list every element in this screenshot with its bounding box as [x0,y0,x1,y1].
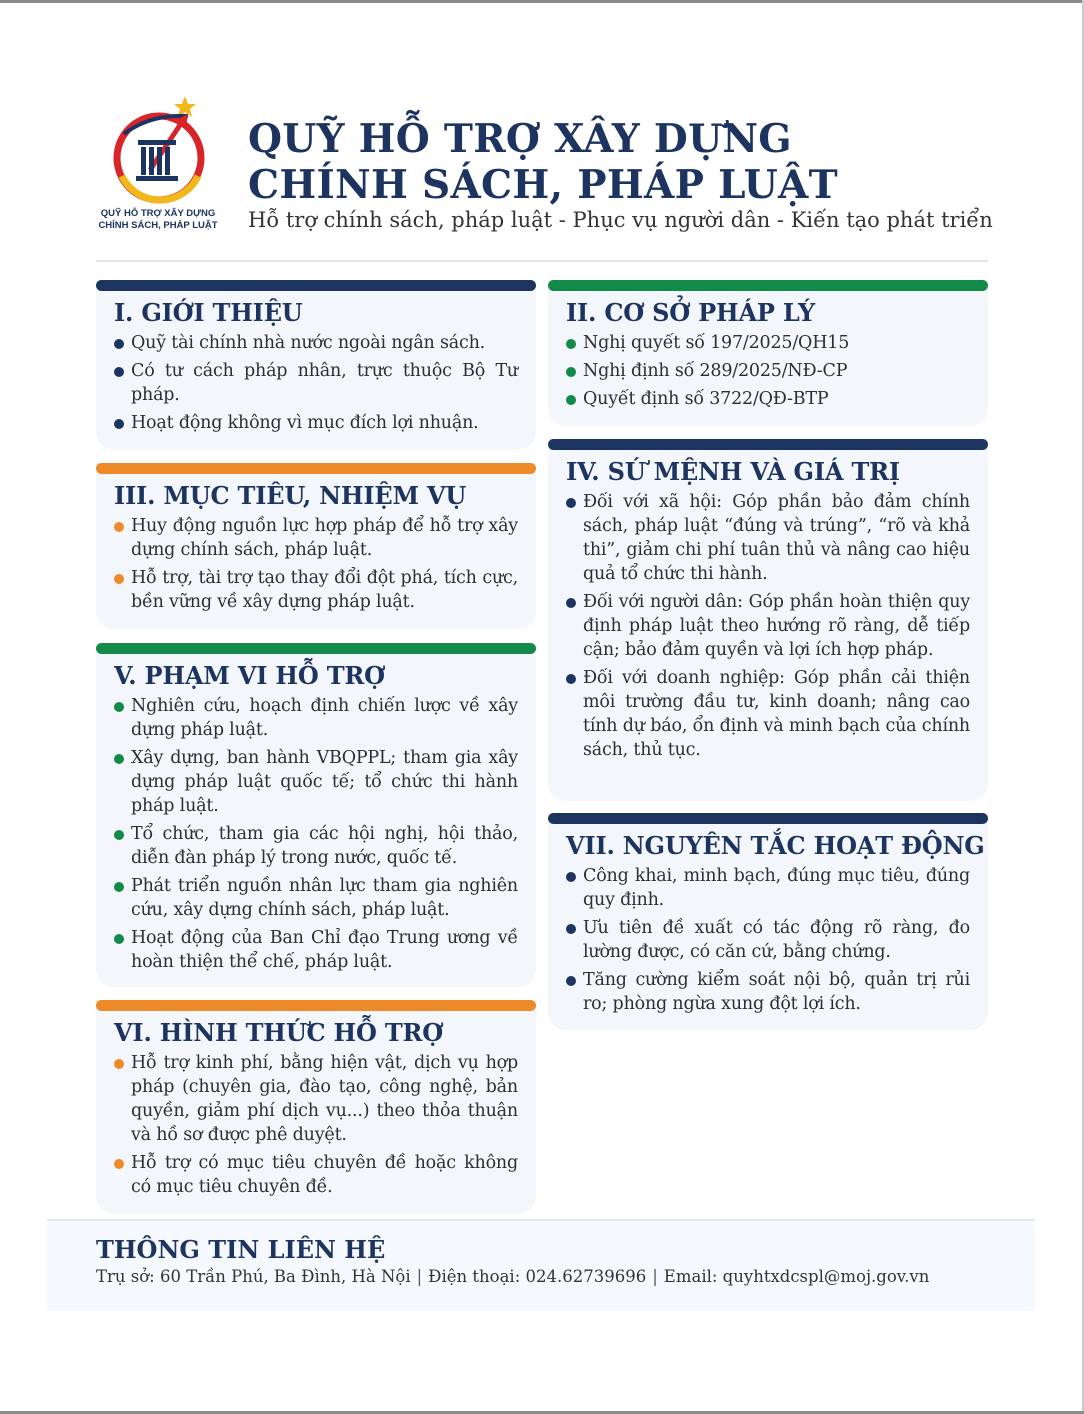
list-item-text: Công khai, minh bạch, đúng mục tiêu, đúng quy định. [583,866,970,910]
bullet-icon [114,754,124,764]
list-item [114,566,518,614]
bullet-icon [114,367,124,377]
list-item-text: Phát triển nguồn nhân lực tham gia nghiên cứu, xây dựng chính sách, pháp luật. [131,876,518,920]
list-item-text: Hoạt động không vì mục đích lợi nhuận. [131,413,479,433]
list-item [114,746,518,818]
contact-section [47,1219,1035,1311]
list-item [114,411,518,435]
logo-caption-line1: QUỸ HỖ TRỢ XÂY DỰNG [100,208,216,219]
section-forms-title: VI. HÌNH THỨC HỖ TRỢ [114,1018,444,1047]
section-bar [548,280,988,291]
logo-caption [96,208,220,232]
section-legal-card [548,280,988,426]
section-legal-list [566,331,970,415]
contact-address: Trụ sở: 60 Trần Phú, Ba Đình, Hà Nội [96,1267,411,1286]
bullet-icon [114,702,124,712]
list-item-text: Quỹ tài chính nhà nước ngoài ngân sách. [131,333,486,353]
bullet-icon [114,339,124,349]
fund-logo [96,92,220,240]
slogan: Hỗ trợ chính sách, pháp luật - Phục vụ người dân - Kiến tạo phát triển [248,208,993,232]
section-forms-list [114,1051,518,1203]
list-item [566,490,970,586]
list-item [114,822,518,870]
bullet-icon [566,598,576,608]
contact-email[interactable]: Email: quyhtxdcspl@moj.gov.vn [663,1267,930,1286]
list-item [114,1151,518,1199]
list-item-text: Hoạt động của Ban Chỉ đạo Trung ương về hoàn thiện thể chế, pháp luật. [131,928,518,972]
section-bar [96,463,536,474]
section-scope-list [114,694,518,978]
section-goals-card [96,463,536,629]
bullet-icon [114,574,124,584]
contact-separator: | [652,1267,658,1286]
page-title [248,116,838,208]
list-item [566,359,970,383]
contact-separator: | [416,1267,423,1286]
section-intro-card [96,280,536,450]
list-item [566,387,970,411]
list-item-text: Nghị quyết số 197/2025/QH15 [583,333,850,353]
list-item-text: Hỗ trợ, tài trợ tạo thay đổi đột phá, tích cực, bền vững về xây dựng pháp luật. [131,568,518,612]
section-scope-card [96,643,536,987]
list-item [114,1051,518,1147]
bullet-icon [566,498,576,508]
bullet-icon [566,872,576,882]
list-item [566,590,970,662]
bullet-icon [566,339,576,349]
list-item-text: Quyết định số 3722/QĐ-BTP [583,389,829,409]
list-item-text: Ưu tiên đề xuất có tác động rõ ràng, đo lường được, có căn cứ, bằng chứng. [583,918,970,962]
list-item [566,864,970,912]
list-item [566,968,970,1016]
bullet-icon [566,367,576,377]
section-bar [96,643,536,654]
list-item-text: Tổ chức, tham gia các hội nghị, hội thảo, diễn đàn pháp lý trong nước, quốc tế. [131,824,518,868]
list-item [566,916,970,964]
section-scope-title: V. PHẠM VI HỖ TRỢ [114,661,385,690]
list-item [114,331,518,355]
list-item [114,514,518,562]
section-mission-title: IV. SỨ MỆNH VÀ GIÁ TRỊ [566,457,900,486]
contact-title: THÔNG TIN LIÊN HỆ [96,1235,386,1264]
section-mission-card [548,439,988,801]
section-principles-list [566,864,970,1020]
header [96,92,993,242]
section-mission-list [566,490,970,766]
list-item-text: Hỗ trợ có mục tiêu chuyên đề hoặc không có mục tiêu chuyên đề. [131,1153,518,1197]
section-principles-title: VII. NGUYÊN TẮC HOẠT ĐỘNG [566,831,985,860]
bullet-icon [114,419,124,429]
list-item [114,874,518,922]
section-principles-card [548,813,988,1030]
contact-phone: Điện thoại: 024.62739696 [428,1267,647,1286]
bullet-icon [566,976,576,986]
section-bar [96,280,536,291]
section-forms-card [96,1000,536,1214]
bullet-icon [566,924,576,934]
section-goals-title: III. MỤC TIÊU, NHIỆM VỤ [114,481,467,510]
bullet-icon [566,674,576,684]
logo-emblem-icon [110,94,208,206]
list-item [114,359,518,407]
list-item-text: Nghị định số 289/2025/NĐ-CP [583,361,848,381]
list-item-text: Có tư cách pháp nhân, trực thuộc Bộ Tư pháp. [131,361,518,405]
list-item [114,926,518,974]
page-title-line2: CHÍNH SÁCH, PHÁP LUẬT [248,162,838,208]
section-intro-title: I. GIỚI THIỆU [114,298,303,327]
bullet-icon [114,934,124,944]
section-goals-list [114,514,518,618]
list-item-text: Đối với xã hội: Góp phần bảo đảm chính sách, pháp luật “đúng và trúng”, “rõ và khả thi”, giảm chi phí tuân thủ và nâng cao hiệu quả tổ chức thi hành. [583,492,970,584]
section-bar [96,1000,536,1011]
list-item-text: Hỗ trợ kinh phí, bằng hiện vật, dịch vụ hợp pháp (chuyên gia, đào tạo, công nghệ, bản quyền, giảm phí dịch vụ...) theo thỏa thuận và hồ sơ được phê duyệt. [131,1053,518,1145]
section-legal-title: II. CƠ SỞ PHÁP LÝ [566,298,815,327]
list-item-text: Xây dựng, ban hành VBQPPL; tham gia xây dựng pháp luật quốc tế; tổ chức thi hành pháp luật. [131,748,518,816]
contact-details [96,1267,929,1286]
logo-caption-line2: CHÍNH SÁCH, PHÁP LUẬT [98,220,218,231]
list-item-text: Đối với doanh nghiệp: Góp phần cải thiện môi trường đầu tư, kinh doanh; nâng cao tính dự báo, ổn định và minh bạch của chính sách, thủ tục. [583,668,970,760]
list-item [566,331,970,355]
section-intro-list [114,331,518,439]
list-item-text: Huy động nguồn lực hợp pháp để hỗ trợ xây dựng chính sách, pháp luật. [131,516,518,560]
list-item-text: Đối với người dân: Góp phần hoàn thiện quy định pháp luật theo hướng rõ ràng, dễ tiếp cận; bảo đảm quyền và lợi ích hợp pháp. [583,592,970,660]
page-top-border [0,0,1084,3]
list-item-text: Tăng cường kiểm soát nội bộ, quản trị rủi ro; phòng ngừa xung đột lợi ích. [583,970,970,1014]
bullet-icon [114,882,124,892]
list-item-text: Nghiên cứu, hoạch định chiến lược về xây dựng pháp luật. [131,696,518,740]
bullet-icon [566,395,576,405]
section-bar [548,813,988,824]
bullet-icon [114,830,124,840]
header-divider [96,260,988,262]
list-item [566,666,970,762]
section-bar [548,439,988,450]
bullet-icon [114,1159,124,1169]
bullet-icon [114,522,124,532]
page-title-line1: QUỸ HỖ TRỢ XÂY DỰNG [248,116,792,162]
list-item [114,694,518,742]
bullet-icon [114,1059,124,1069]
